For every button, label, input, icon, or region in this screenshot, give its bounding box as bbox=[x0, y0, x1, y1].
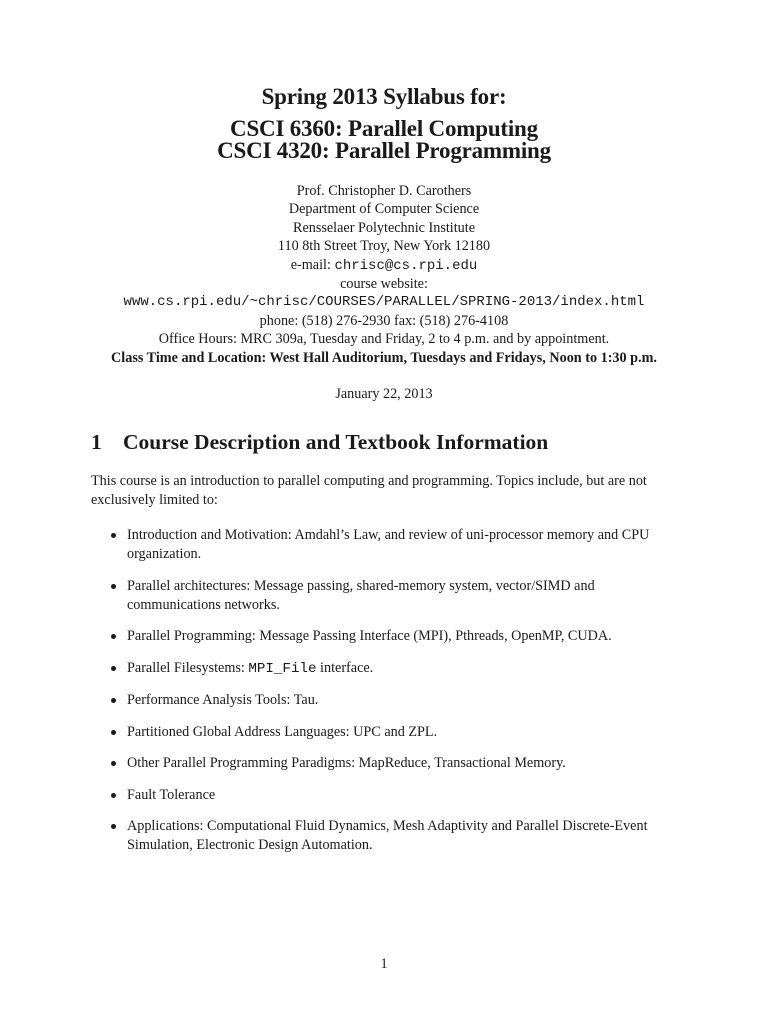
bullet-icon bbox=[111, 698, 116, 703]
department: Department of Computer Science bbox=[288, 201, 480, 218]
website-url[interactable]: www.cs.rpi.edu/~chrisc/COURSES/PARALLEL/SPRING-2013/index.html bbox=[123, 294, 645, 311]
phone-fax: phone: (518) 276-2930 fax: (518) 276-4108 bbox=[259, 312, 509, 329]
topic-item bbox=[91, 786, 685, 805]
topic-item bbox=[91, 577, 685, 615]
bullet-icon bbox=[111, 824, 116, 829]
bullet-icon bbox=[111, 793, 116, 798]
class-time-location: Class Time and Location: West Hall Auditorium, Tuesdays and Fridays, Noon to 1:30 p.m. bbox=[111, 349, 657, 366]
email-address[interactable]: chrisc@cs.rpi.edu bbox=[334, 257, 478, 274]
section-number: 1 bbox=[91, 430, 102, 454]
topics-list bbox=[91, 526, 691, 868]
website-label: course website: bbox=[340, 276, 428, 293]
topic-text: Introduction and Motivation: Amdahl’s Law, and review of uni-processor memory and CPU organization. bbox=[127, 527, 650, 562]
office-hours: Office Hours: MRC 309a, Tuesday and Friday, 2 to 4 p.m. and by appointment. bbox=[158, 331, 610, 348]
topic-text: Performance Analysis Tools: Tau. bbox=[127, 692, 319, 708]
topic-item bbox=[91, 754, 685, 773]
bullet-icon bbox=[111, 730, 116, 735]
topic-item bbox=[91, 817, 685, 855]
topic-text: Fault Tolerance bbox=[127, 786, 216, 803]
topic-item bbox=[91, 627, 685, 646]
syllabus-title bbox=[0, 86, 768, 162]
professor-name: Prof. Christopher D. Carothers bbox=[296, 183, 472, 199]
email-line bbox=[0, 256, 768, 275]
bullet-icon bbox=[111, 634, 116, 639]
section-title: Course Description and Textbook Information bbox=[123, 430, 549, 454]
bullet-icon bbox=[111, 584, 116, 589]
bullet-icon bbox=[111, 533, 116, 538]
bullet-icon bbox=[111, 666, 116, 671]
section-intro: This course is an introduction to parallel computing and programming. Topics include, but are not exclusively limited to: bbox=[91, 473, 647, 508]
topic-item bbox=[91, 723, 685, 742]
topic-text: Other Parallel Programming Paradigms: MapReduce, Transactional Memory. bbox=[127, 755, 566, 771]
topic-item bbox=[91, 691, 685, 710]
topic-text: Partitioned Global Address Languages: UPC and ZPL. bbox=[127, 723, 438, 740]
document-date: January 22, 2013 bbox=[335, 386, 433, 402]
topic-text: Parallel architectures: Message passing, shared-memory system, vector/SIMD and communications networks. bbox=[127, 577, 595, 613]
instructor-info bbox=[0, 182, 768, 367]
address: 110 8th Street Troy, New York 12180 bbox=[277, 238, 491, 255]
title-line-2: CSCI 6360: Parallel Computing bbox=[230, 116, 538, 141]
email-label: e-mail: bbox=[290, 256, 335, 273]
topic-text: Parallel Programming: Message Passing Interface (MPI), Pthreads, OpenMP, CUDA. bbox=[127, 628, 612, 644]
title-line-3: CSCI 4320: Parallel Programming bbox=[217, 138, 551, 163]
topic-text-suffix: interface. bbox=[316, 659, 374, 676]
section-heading bbox=[91, 430, 548, 455]
page-number: 1 bbox=[380, 956, 388, 972]
bullet-icon bbox=[111, 761, 116, 766]
title-line-1: Spring 2013 Syllabus for: bbox=[261, 84, 507, 109]
topic-text: Parallel Filesystems: bbox=[127, 659, 249, 676]
institute: Rensselaer Polytechnic Institute bbox=[292, 219, 476, 236]
topic-item bbox=[91, 526, 685, 564]
topic-code: MPI_File bbox=[248, 660, 317, 677]
topic-text: Applications: Computational Fluid Dynamics, Mesh Adaptivity and Parallel Discrete-Event Simulation, Electronic Design Automation. bbox=[127, 818, 648, 853]
topic-item bbox=[91, 659, 685, 679]
